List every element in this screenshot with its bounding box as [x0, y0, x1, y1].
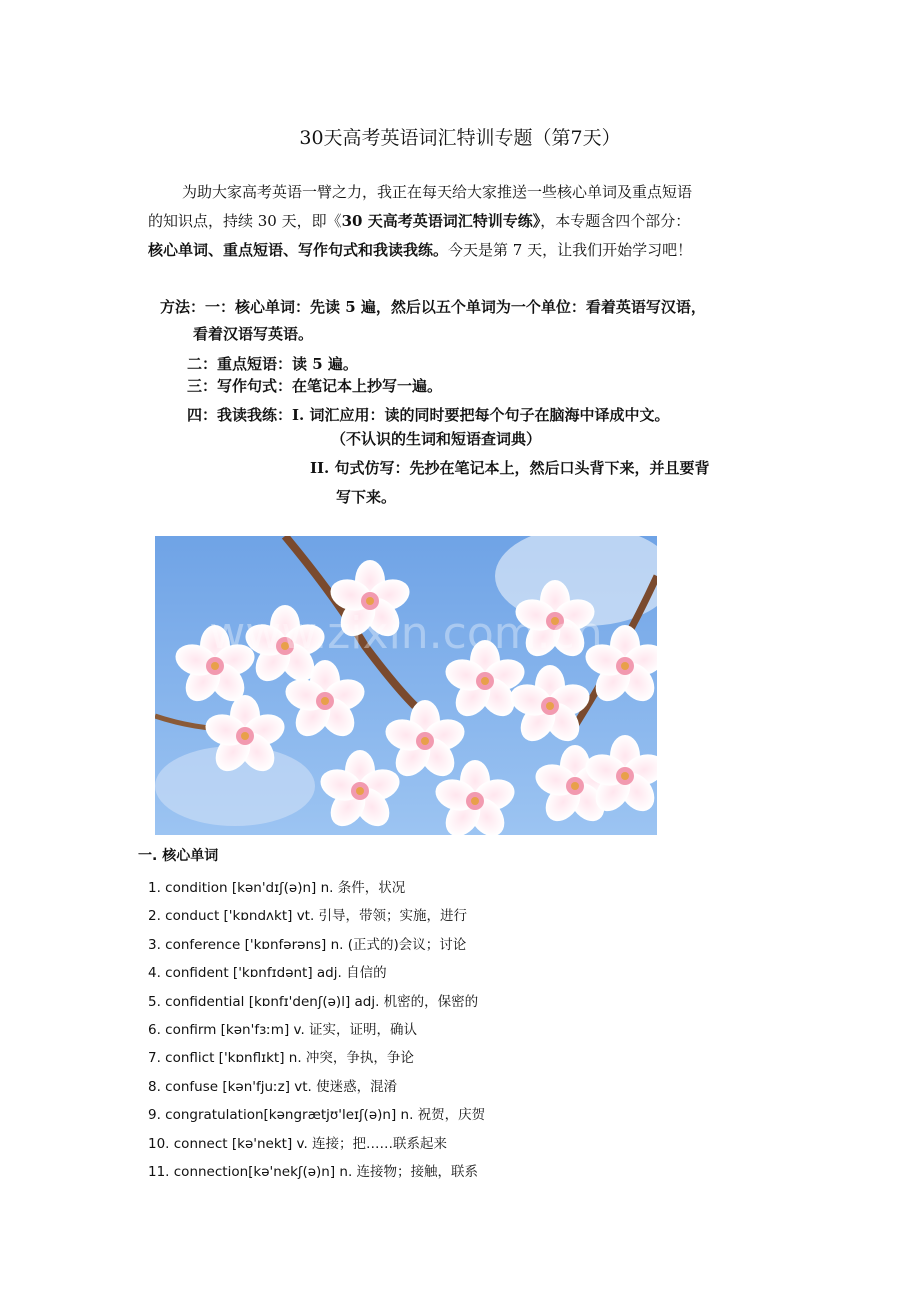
vocab-item: 10. connect [kə'nekt] v. 连接；把……联系起来: [148, 1136, 448, 1152]
vocab-item: 4. confident ['kɒnfɪdənt] adj. 自信的: [148, 965, 387, 981]
vocab-item: 5. confidential [kɒnfɪ'denʃ(ə)l] adj. 机密的，保密的: [148, 994, 479, 1010]
blossom-illustration: [155, 536, 657, 835]
vocab-item: 7. conflict ['kɒnflɪkt] n. 冲突，争执，争论: [148, 1050, 414, 1066]
vocab-item: 11. connection[kə'nekʃ(ə)n] n. 连接物；接触，联系: [148, 1164, 479, 1180]
vocab-item: 9. congratulation[kəngrætjʊ'leɪʃ(ə)n] n. 祝贺，庆贺: [148, 1107, 486, 1123]
section-title: 一. 核心单词: [138, 848, 219, 864]
vocab-item: 1. condition [kən'dɪʃ(ə)n] n. 条件，状况: [148, 880, 406, 896]
vocab-item: 2. conduct ['kɒndʌkt] vt. 引导，带领；实施，进行: [148, 908, 468, 924]
vocab-item: 8. confuse [kən'fjuːz] vt. 使迷惑，混淆: [148, 1079, 398, 1095]
method-line-1: 方法：一：核心单词：先读 5 遍，然后以五个单词为一个单位：看着英语写汉语，: [160, 298, 706, 316]
watermark-text: www.zixin.com.cn: [209, 608, 603, 659]
intro-series-name: 30 天高考英语词汇特训专练》: [341, 212, 541, 230]
method-line-4: 三：写作句式：在笔记本上抄写一遍。: [187, 377, 443, 395]
vocab-item: 3. conference ['kɒnfərəns] n. (正式的)会议；讨论: [148, 937, 467, 953]
vocab-item: 6. confirm [kən'fɜːm] v. 证实，证明，确认: [148, 1022, 418, 1038]
intro-parts: 核心单词、重点短语、写作句式和我读我练。: [148, 241, 449, 259]
method-line-2: 看着汉语写英语。: [193, 325, 314, 343]
intro-text: 的知识点，持续 30 天，即《: [148, 212, 342, 230]
method-line-8: 写下来。: [336, 488, 397, 506]
method-line-6: （不认识的生词和短语查词典）: [331, 430, 542, 448]
intro-line-3: [148, 236, 692, 265]
cherry-blossom-photo: [155, 536, 657, 835]
intro-line-2: [148, 207, 690, 236]
method-line-7: II. 句式仿写：先抄在笔记本上，然后口头背下来，并且要背: [310, 459, 710, 477]
method-line-5: 四：我读我练：I. 词汇应用：读的同时要把每个句子在脑海中译成中文。: [187, 406, 670, 424]
intro-text: 今天是第 7 天，让我们开始学习吧！: [448, 241, 693, 259]
method-line-3: 二：重点短语：读 5 遍。: [187, 355, 358, 373]
intro-line-1: 为助大家高考英语一臂之力，我正在每天给大家推送一些核心单词及重点短语: [182, 183, 693, 201]
intro-text: ，本专题含四个部分：: [540, 212, 691, 230]
page-title: 30天高考英语词汇特训专题（第7天）: [299, 127, 621, 149]
